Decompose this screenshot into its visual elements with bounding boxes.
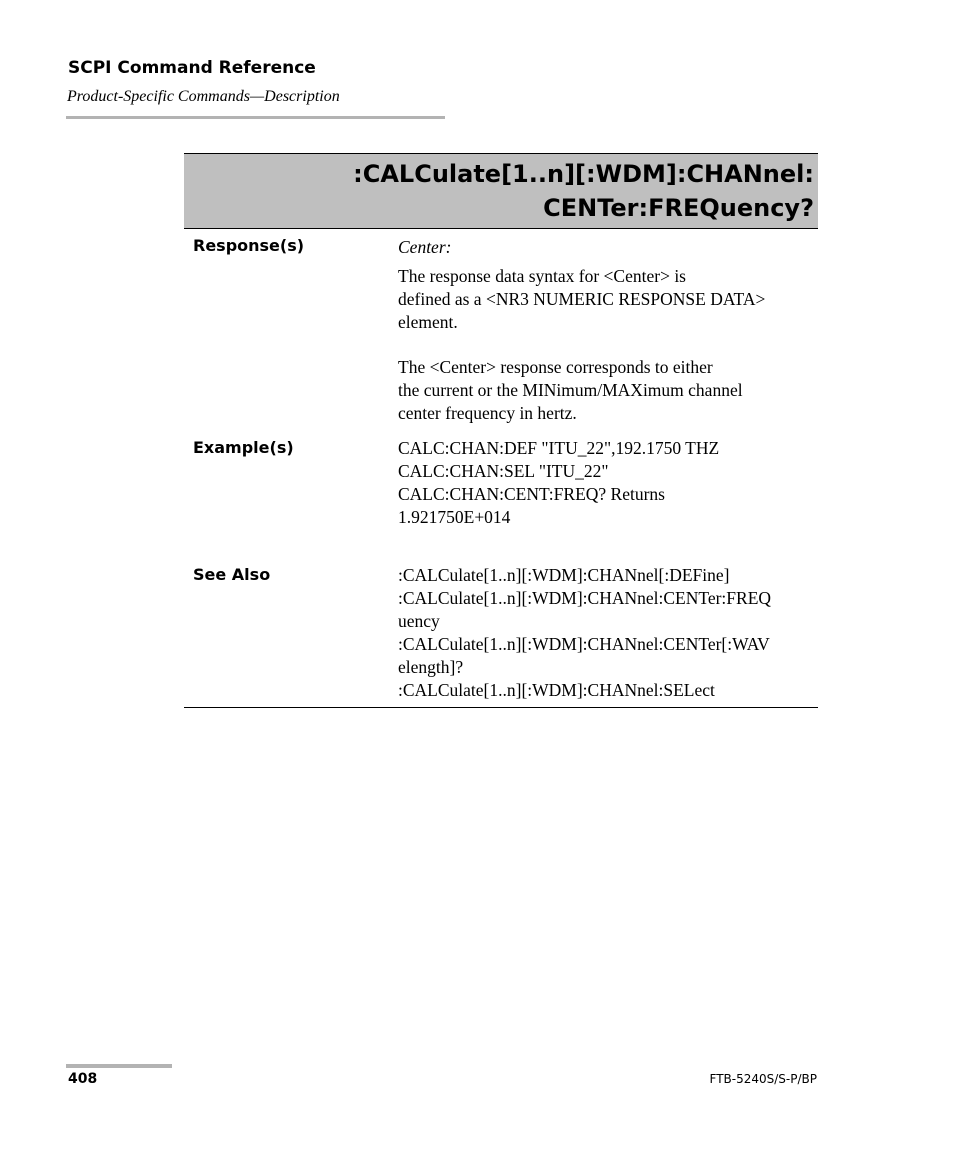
footer-divider — [66, 1064, 172, 1068]
see-also-content — [398, 564, 818, 702]
example-line: CALC:CHAN:DEF "ITU_22",192.1750 THZ — [398, 438, 720, 458]
see-also-line: elength]? — [398, 657, 464, 677]
see-also-line: :CALCulate[1..n][:WDM]:CHANnel:SELect — [398, 680, 715, 700]
example-line: 1.921750E+014 — [398, 507, 511, 527]
command-title-line-1: :CALCulate[1..n][:WDM]:CHANnel: — [353, 160, 814, 188]
examples-content — [398, 437, 818, 529]
example-line: CALC:CHAN:SEL "ITU_22" — [398, 461, 609, 481]
page-number: 408 — [68, 1071, 98, 1087]
examples-label: Example(s) — [193, 438, 294, 457]
response-text-line: The <Center> response corresponds to either — [398, 357, 713, 377]
see-also-line: :CALCulate[1..n][:WDM]:CHANnel:CENTer[:WAV — [398, 634, 770, 654]
command-heading-box — [184, 153, 818, 229]
responses-content — [398, 236, 818, 259]
command-title-line-2: CENTer:FREQuency? — [543, 194, 814, 222]
see-also-line: uency — [398, 611, 440, 631]
product-name: FTB-5240S/S-P/BP — [709, 1072, 817, 1086]
header-divider — [66, 116, 445, 119]
response-text-line: the current or the MINimum/MAXimum channel — [398, 380, 743, 400]
responses-paragraph-2 — [398, 356, 818, 425]
responses-label: Response(s) — [193, 236, 305, 255]
see-also-line: :CALCulate[1..n][:WDM]:CHANnel[:DEFine] — [398, 565, 730, 585]
section-title: SCPI Command Reference — [68, 58, 316, 78]
response-text-line: element. — [398, 312, 458, 332]
responses-paragraph-1 — [398, 265, 818, 334]
section-subtitle: Product-Specific Commands—Description — [67, 88, 340, 105]
command-title — [353, 157, 814, 225]
example-line: CALC:CHAN:CENT:FREQ? Returns — [398, 484, 665, 504]
response-text-line: center frequency in hertz. — [398, 403, 577, 423]
see-also-label: See Also — [193, 565, 271, 584]
see-also-line: :CALCulate[1..n][:WDM]:CHANnel:CENTer:FREQ — [398, 588, 772, 608]
response-name: Center: — [398, 237, 452, 257]
response-text-line: defined as a <NR3 NUMERIC RESPONSE DATA> — [398, 289, 766, 309]
table-bottom-rule — [184, 707, 818, 708]
response-text-line: The response data syntax for <Center> is — [398, 266, 686, 286]
